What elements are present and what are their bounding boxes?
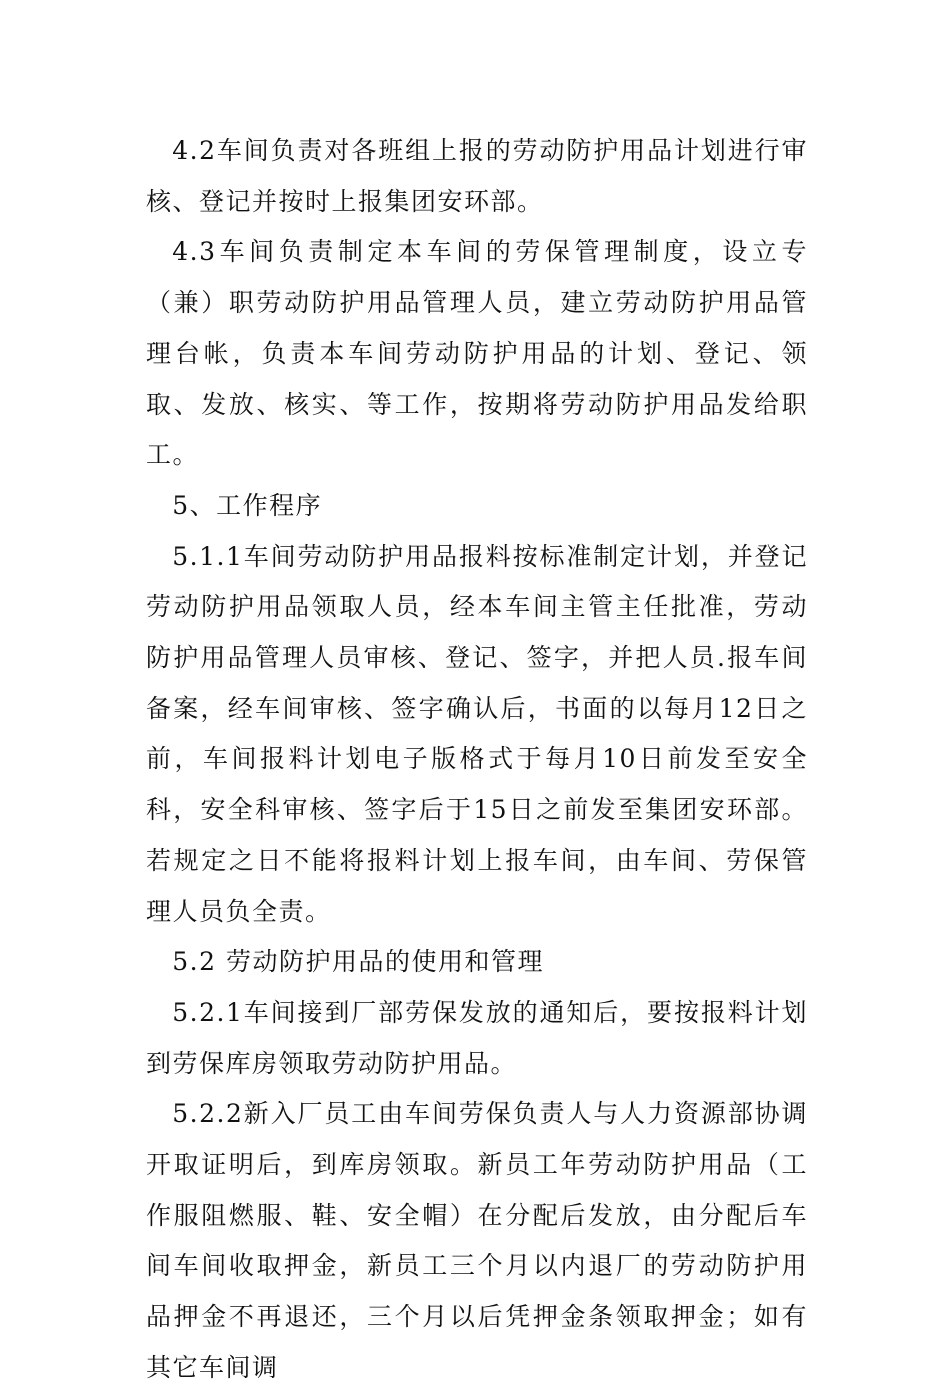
paragraph-4-3: 4.3车间负责制定本车间的劳保管理制度，设立专（兼）职劳动防护用品管理人员，建立劳动防护用品管理台帐，负责本车间劳动防护用品的计划、登记、领取、发放、核实、等工作，按期将劳动防护用品发给职工。	[146, 237, 808, 470]
document-body	[146, 126, 808, 1394]
paragraph-5-1-1: 5.1.1车间劳动防护用品报料按标准制定计划，并登记劳动防护用品领取人员，经本车间主管主任批准，劳动防护用品管理人员审核、登记、签字，并把人员.报车间备案，经车间审核、签字确认后，书面的以每月12日之前，车间报料计划电子版格式于每月10日前发至安全科，安全科审核、签字后于15日之前发至集团安环部。若规定之日不能将报料计划上报车间，由车间、劳保管理人员负全责。	[146, 541, 808, 926]
paragraph-5-2-2: 5.2.2新入厂员工由车间劳保负责人与人力资源部协调开取证明后，到库房领取。新员工年劳动防护用品（工作服阻燃服、鞋、安全帽）在分配后发放，由分配后车间车间收取押金，新员工三个月以内退厂的劳动防护用品押金不再退还，三个月以后凭押金条领取押金；如有其它车间调	[146, 1099, 808, 1382]
section-heading-5: 5、工作程序	[172, 490, 323, 520]
paragraph-5-2-1: 5.2.1车间接到厂部劳保发放的通知后，要按报料计划到劳保库房领取劳动防护用品。	[146, 997, 808, 1078]
paragraph-4-2: 4.2车间负责对各班组上报的劳动防护用品计划进行审核、登记并按时上报集团安环部。	[146, 136, 808, 216]
section-heading-5-2: 5.2 劳动防护用品的使用和管理	[172, 947, 544, 977]
